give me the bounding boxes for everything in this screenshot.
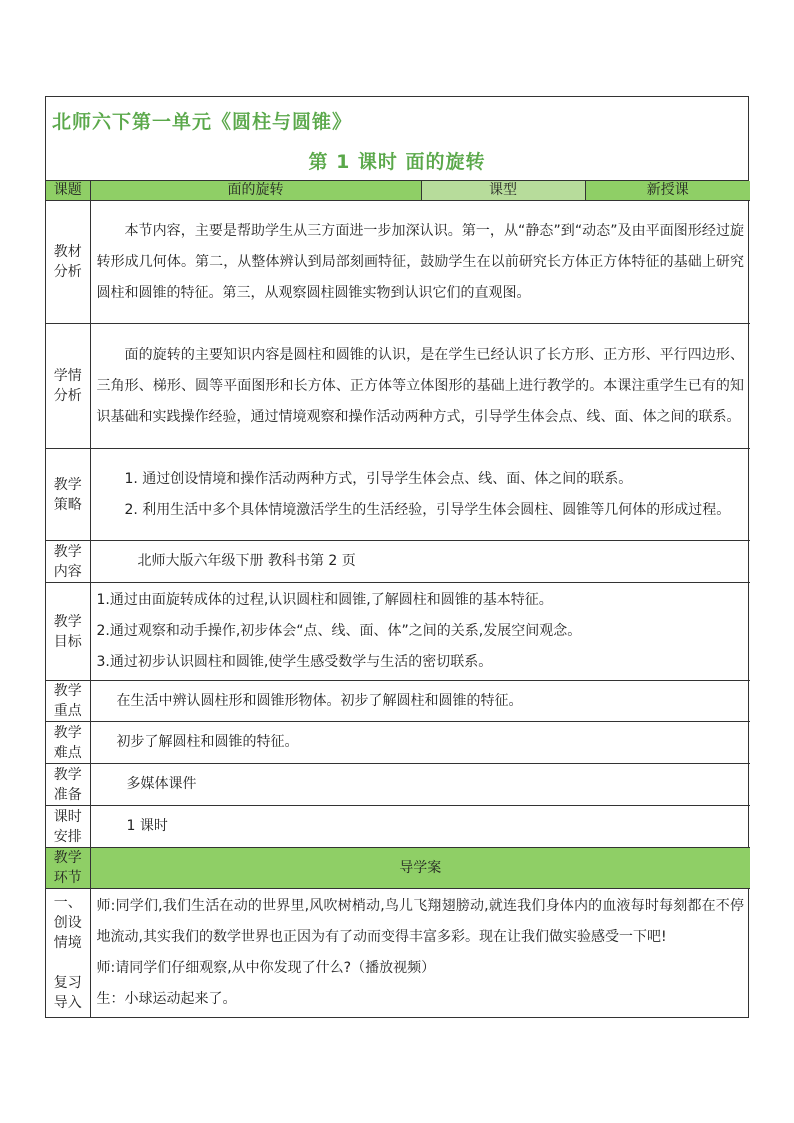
intro-label-line: 创设 [53,915,82,931]
content-text: 北师大版六年级下册 教科书第 2 页 [137,553,356,569]
students-text: 面的旋转的主要知识内容是圆柱和圆锥的认识，是在学生已经认识了长方形、正方形、平行四边形、三角形、梯形、圆等平面图形和长方体、正方体等立体图形的基础上进行教学的。本课注重学生已有的知识基础和实践操作经验，通过情境观察和操作活动两种方式，引导学生体会点、线、面、体之间的联系。 [96,346,744,425]
guide-header: 导学案 [90,848,750,889]
intro-label-line: 导入 [53,995,82,1011]
preparation-label-text: 教学 准备 [53,766,82,803]
intro-row [46,889,750,1018]
content-label-text: 教学 内容 [53,543,82,580]
intro-label-line: 一、 [53,895,82,911]
students-label-text: 学情 分析 [53,368,82,404]
lesson-plan-sheet [45,96,749,1018]
dialogue-line: 师:请同学们仔细观察,从中你发现了什么?（播放视频） [96,960,436,976]
content-label [46,541,90,583]
goals-row [46,583,750,681]
intro-label-line [46,953,90,973]
goal-item: 3.通过初步认识圆柱和圆锥,使学生感受数学与生活的密切联系。 [96,654,493,670]
goal-item: 1.通过由面旋转成体的过程,认识圆柱和圆锥,了解圆柱和圆锥的基本特征。 [96,592,553,608]
key-points-label-text: 教学 重点 [53,683,82,719]
students-row [46,324,750,449]
unit-title: 北师六下第一单元《圆柱与圆锥》 [52,111,353,133]
preparation-label [46,764,90,806]
info-row [46,181,750,201]
intro-label [46,889,90,1018]
dialogue-line: 生：小球运动起来了。 [96,991,237,1007]
difficulty-label [46,722,90,764]
difficulty-row [46,722,750,764]
difficulty-text: 初步了解圆柱和圆锥的特征。 [116,734,299,750]
process-row [46,848,750,889]
strategy-row [46,449,750,541]
type-label: 课型 [421,181,585,201]
material-label-text: 教材 分析 [53,244,82,280]
lesson-title: 第 1 课时 面的旋转 [308,151,486,173]
content-row [46,541,750,583]
schedule-label [46,806,90,848]
strategy-label-text: 教学 策略 [53,476,82,513]
material-label [46,201,90,324]
key-points-row [46,681,750,722]
strategy-item: 1. 通过创设情境和操作活动两种方式，引导学生体会点、线、面、体之间的联系。 [124,470,633,487]
preparation-text: 多媒体课件 [126,776,197,792]
material-row [46,201,750,324]
strategy-label [46,449,90,541]
schedule-label-text: 课时 安排 [53,808,82,845]
topic-label: 课题 [46,181,90,201]
topic-value: 面的旋转 [90,181,421,201]
students-label [46,324,90,449]
process-label-text: 教学 环节 [53,850,82,886]
preparation-row [46,764,750,806]
intro-label-line: 情境 [53,935,82,951]
type-value: 新授课 [585,181,750,201]
title-block [46,97,748,181]
strategy-item: 2. 利用生活中多个具体情境激活学生的生活经验，引导学生体会圆柱、圆锥等几何体的形成过程。 [124,501,731,518]
goal-item: 2.通过观察和动手操作,初步体会“点、线、面、体”之间的关系,发展空间观念。 [96,623,582,639]
dialogue-line: 师:同学们,我们生活在动的世界里,风吹树梢动,鸟儿飞翔翅膀动,就连我们身体内的血液每时每刻都在不停地流动,其实我们的数学世界也正因为有了动而变得丰富多彩。现在让我们做实验感受一下吧! [96,898,744,945]
material-text: 本节内容，主要是帮助学生从三方面进一步加深认识。第一，从“静态”到“动态”及由平面图形经过旋转形成几何体。第二，从整体辨认到局部刻画特征，鼓励学生在以前研究长方体正方体特征的基础上研究圆柱和圆锥的特征。第三，从观察圆柱圆锥实物到认识它们的直观图。 [96,222,744,301]
difficulty-label-text: 教学 难点 [53,724,82,761]
intro-label-line: 复习 [53,975,82,991]
schedule-text: 1 课时 [126,818,168,834]
goals-label [46,583,90,681]
lesson-plan-table [46,181,750,1017]
key-points-label [46,681,90,722]
goals-label-text: 教学 目标 [53,613,82,650]
schedule-row [46,806,750,848]
process-label [46,848,90,889]
key-points-text: 在生活中辨认圆柱形和圆锥形物体。初步了解圆柱和圆锥的特征。 [116,692,523,709]
